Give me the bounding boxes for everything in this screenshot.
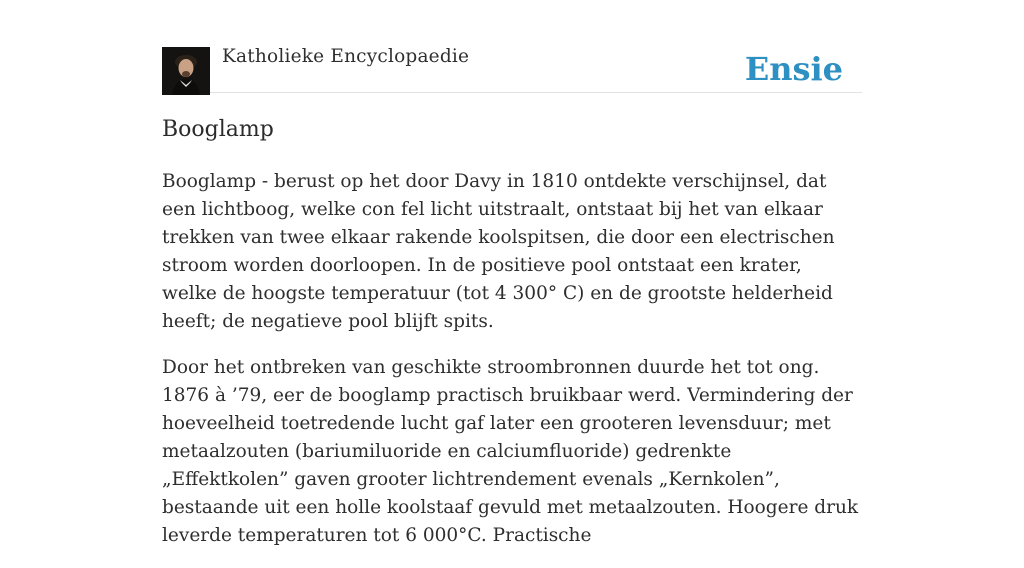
paragraph: Booglamp - berust op het door Davy in 1810 ontdekte verschijnsel, dat een lichtboog, welke con fel licht uitstraalt, ontstaat bij het van elkaar trekken van twee elkaar rakende koolspitsen, die door een electrischen stroom worden doorloopen. In de positieve pool ontstaat een krater, welke de hoogste temperatuur (tot 4 300° C) en de grootste helderheid heeft; de negatieve pool blijft spits. (162, 171, 835, 332)
portrait-icon (162, 47, 210, 95)
paragraph: Door het ontbreken van geschikte stroombronnen duurde het tot ong. 1876 à ’79, eer de booglamp practisch bruikbaar werd. Vermindering der hoeveelheid toetredende lucht gaf later een grooteren levensduur; met metaalzouten (bariumiluoride en calciumfluoride) gedrenkte „Effektkolen” gaven grooter lichtrendement evenals „Kernkolen”, bestaande uit een holle koolstaaf gevuld met metaalzouten. Hoogere druk leverde temperaturen tot 6 000°C. Practische (162, 357, 859, 546)
source-title-link[interactable]: Katholieke Encyclopaedie (222, 46, 470, 67)
page (162, 0, 862, 546)
site-header (162, 0, 862, 93)
article-body (162, 168, 862, 568)
avatar[interactable] (162, 47, 210, 95)
article-title: Booglamp (162, 117, 274, 142)
brand-logo[interactable]: Ensie (744, 50, 843, 88)
